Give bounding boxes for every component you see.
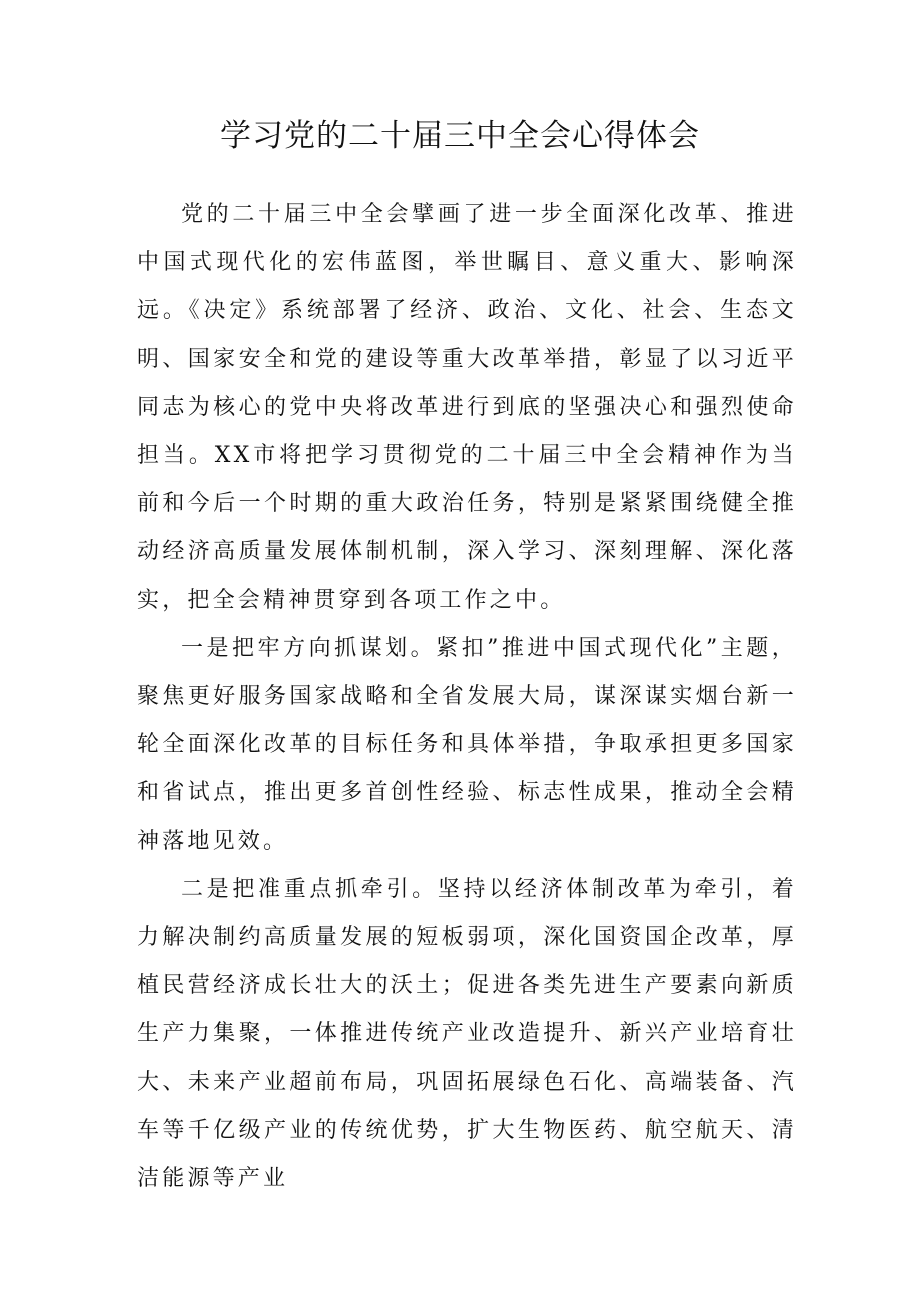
document-body [137, 191, 797, 1203]
document-title: 学习党的二十届三中全会心得体会 [220, 118, 700, 154]
paragraph-point-one: 一是把牢方向抓谋划。紧扣”推进中国式现代化”主题，聚焦更好服务国家战略和全省发展大局，谋深谋实烟台新一轮全面深化改革的目标任务和具体举措，争取承担更多国家和省试点，推出更多首创性经验、标志性成果，推动全会精神落地见效。 [137, 635, 797, 854]
paragraph-intro: 党的二十届三中全会擘画了进一步全面深化改革、推进中国式现代化的宏伟蓝图，举世瞩目、意义重大、影响深远。《决定》系统部署了经济、政治、文化、社会、生态文明、国家安全和党的建设等重大改革举措，彰显了以习近平同志为核心的党中央将改革进行到底的坚强决心和强烈使命担当。XX市将把学习贯彻党的二十届三中全会精神作为当前和今后一个时期的重大政治任务，特别是紧紧围绕健全推动经济高质量发展体制机制，深入学习、深刻理解、深化落实，把全会精神贯穿到各项工作之中。 [137, 202, 797, 613]
paragraph-point-two: 二是把准重点抓牵引。坚持以经济体制改革为牵引，着力解决制约高质量发展的短板弱项，深化国资国企改革，厚植民营经济成长壮大的沃土；促进各类先进生产要素向新质生产力集聚，一体推进传统产业改造提升、新兴产业培育壮大、未来产业超前布局，巩固拓展绿色石化、高端装备、汽车等千亿级产业的传统优势，扩大生物医药、航空航天、清洁能源等产业 [137, 876, 797, 1192]
